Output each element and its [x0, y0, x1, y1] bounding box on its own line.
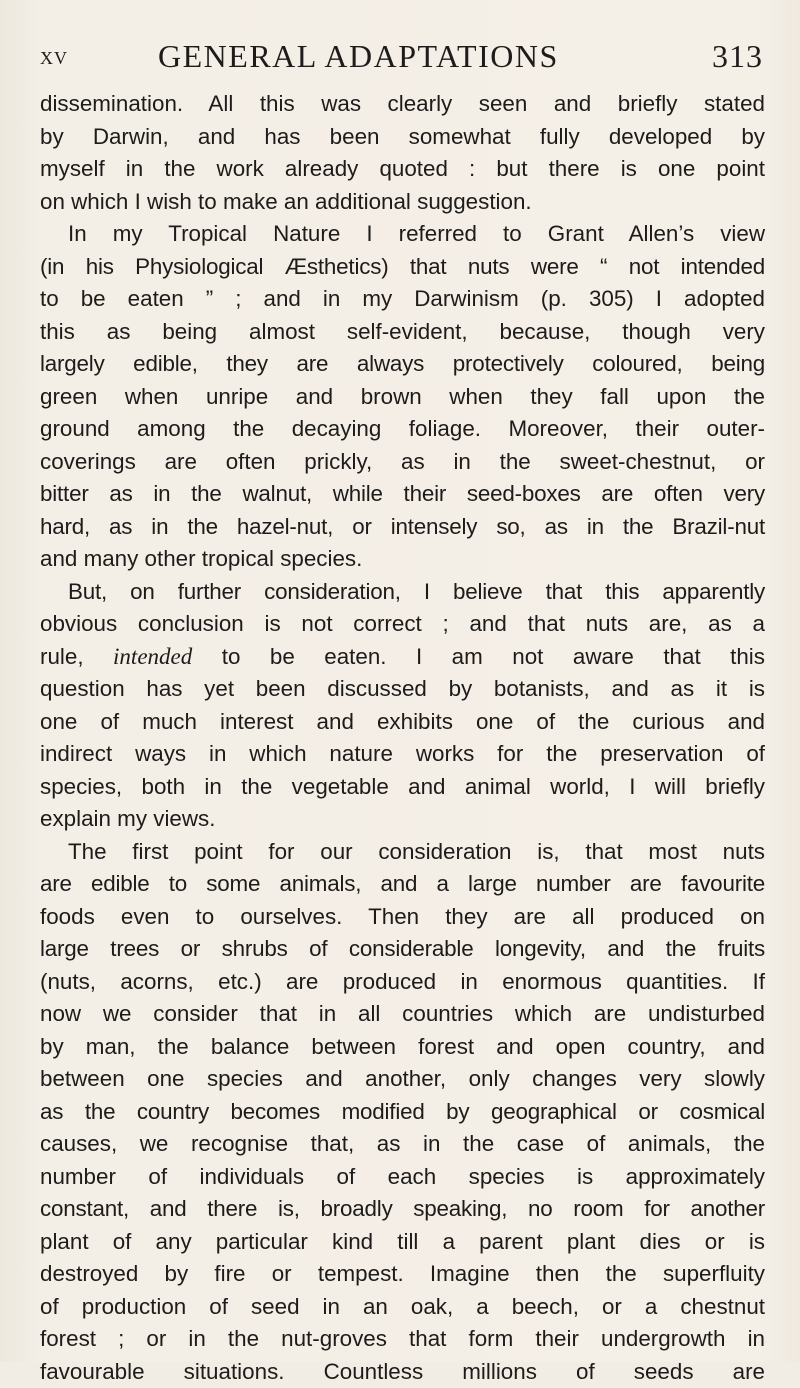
- body-text: [40, 88, 765, 1388]
- text-line: But, on further consideration, I believe that this apparently: [40, 576, 765, 609]
- text-line: explain my views.: [40, 803, 765, 836]
- text-line: now we consider that in all countries which are undisturbed: [40, 998, 765, 1031]
- text-line: favourable situations. Countless millions of seeds are: [40, 1356, 765, 1388]
- text-line: In my Tropical Nature I referred to Grant Allen’s view: [40, 218, 765, 251]
- text-line: by man, the balance between forest and open country, and: [40, 1031, 765, 1064]
- text-line-with-italic: [40, 641, 765, 674]
- text-line: to be eaten ” ; and in my Darwinism (p. 305) I adopted: [40, 283, 765, 316]
- text-line: (in his Physiological Æsthetics) that nuts were “ not intended: [40, 251, 765, 284]
- text-segment: rule,: [40, 644, 84, 669]
- text-line: The first point for our consideration is, that most nuts: [40, 836, 765, 869]
- italic-word: intended: [113, 644, 192, 669]
- text-segment: to be eaten. I am not aware that this: [222, 644, 765, 669]
- text-line: and many other tropical species.: [40, 543, 765, 576]
- text-line: plant of any particular kind till a parent plant dies or is: [40, 1226, 765, 1259]
- text-line: as the country becomes modified by geographical or cosmical: [40, 1096, 765, 1129]
- chapter-number: XV: [40, 48, 68, 69]
- text-line: one of much interest and exhibits one of the curious and: [40, 706, 765, 739]
- text-line: destroyed by fire or tempest. Imagine then the superfluity: [40, 1258, 765, 1291]
- text-line: (nuts, acorns, etc.) are produced in enormous quantities. If: [40, 966, 765, 999]
- text-line: are edible to some animals, and a large number are favourite: [40, 868, 765, 901]
- text-line: dissemination. All this was clearly seen and briefly stated: [40, 88, 765, 121]
- text-line: by Darwin, and has been somewhat fully developed by: [40, 121, 765, 154]
- text-line: this as being almost self-evident, because, though very: [40, 316, 765, 349]
- text-line: species, both in the vegetable and animal world, I will briefly: [40, 771, 765, 804]
- text-line: between one species and another, only changes very slowly: [40, 1063, 765, 1096]
- text-line: green when unripe and brown when they fall upon the: [40, 381, 765, 414]
- text-line: bitter as in the walnut, while their seed-boxes are often very: [40, 478, 765, 511]
- text-line: causes, we recognise that, as in the case of animals, the: [40, 1128, 765, 1161]
- running-header: [40, 38, 763, 78]
- text-line: largely edible, they are always protectively coloured, being: [40, 348, 765, 381]
- text-line: hard, as in the hazel-nut, or intensely so, as in the Brazil-nut: [40, 511, 765, 544]
- text-line: foods even to ourselves. Then they are all produced on: [40, 901, 765, 934]
- text-line: question has yet been discussed by botanists, and as it is: [40, 673, 765, 706]
- text-line: coverings are often prickly, as in the sweet-chestnut, or: [40, 446, 765, 479]
- text-line: constant, and there is, broadly speaking, no room for another: [40, 1193, 765, 1226]
- text-line: of production of seed in an oak, a beech, or a chestnut: [40, 1291, 765, 1324]
- text-line: on which I wish to make an additional suggestion.: [40, 186, 765, 219]
- page-number: 313: [712, 38, 763, 75]
- running-title: GENERAL ADAPTATIONS: [158, 38, 559, 75]
- text-line: forest ; or in the nut-groves that form their undergrowth in: [40, 1323, 765, 1356]
- text-line: ground among the decaying foliage. Moreover, their outer-: [40, 413, 765, 446]
- text-line: indirect ways in which nature works for the preservation of: [40, 738, 765, 771]
- text-line: myself in the work already quoted : but there is one point: [40, 153, 765, 186]
- text-line: large trees or shrubs of considerable longevity, and the fruits: [40, 933, 765, 966]
- text-line: number of individuals of each species is approximately: [40, 1161, 765, 1194]
- text-line: obvious conclusion is not correct ; and that nuts are, as a: [40, 608, 765, 641]
